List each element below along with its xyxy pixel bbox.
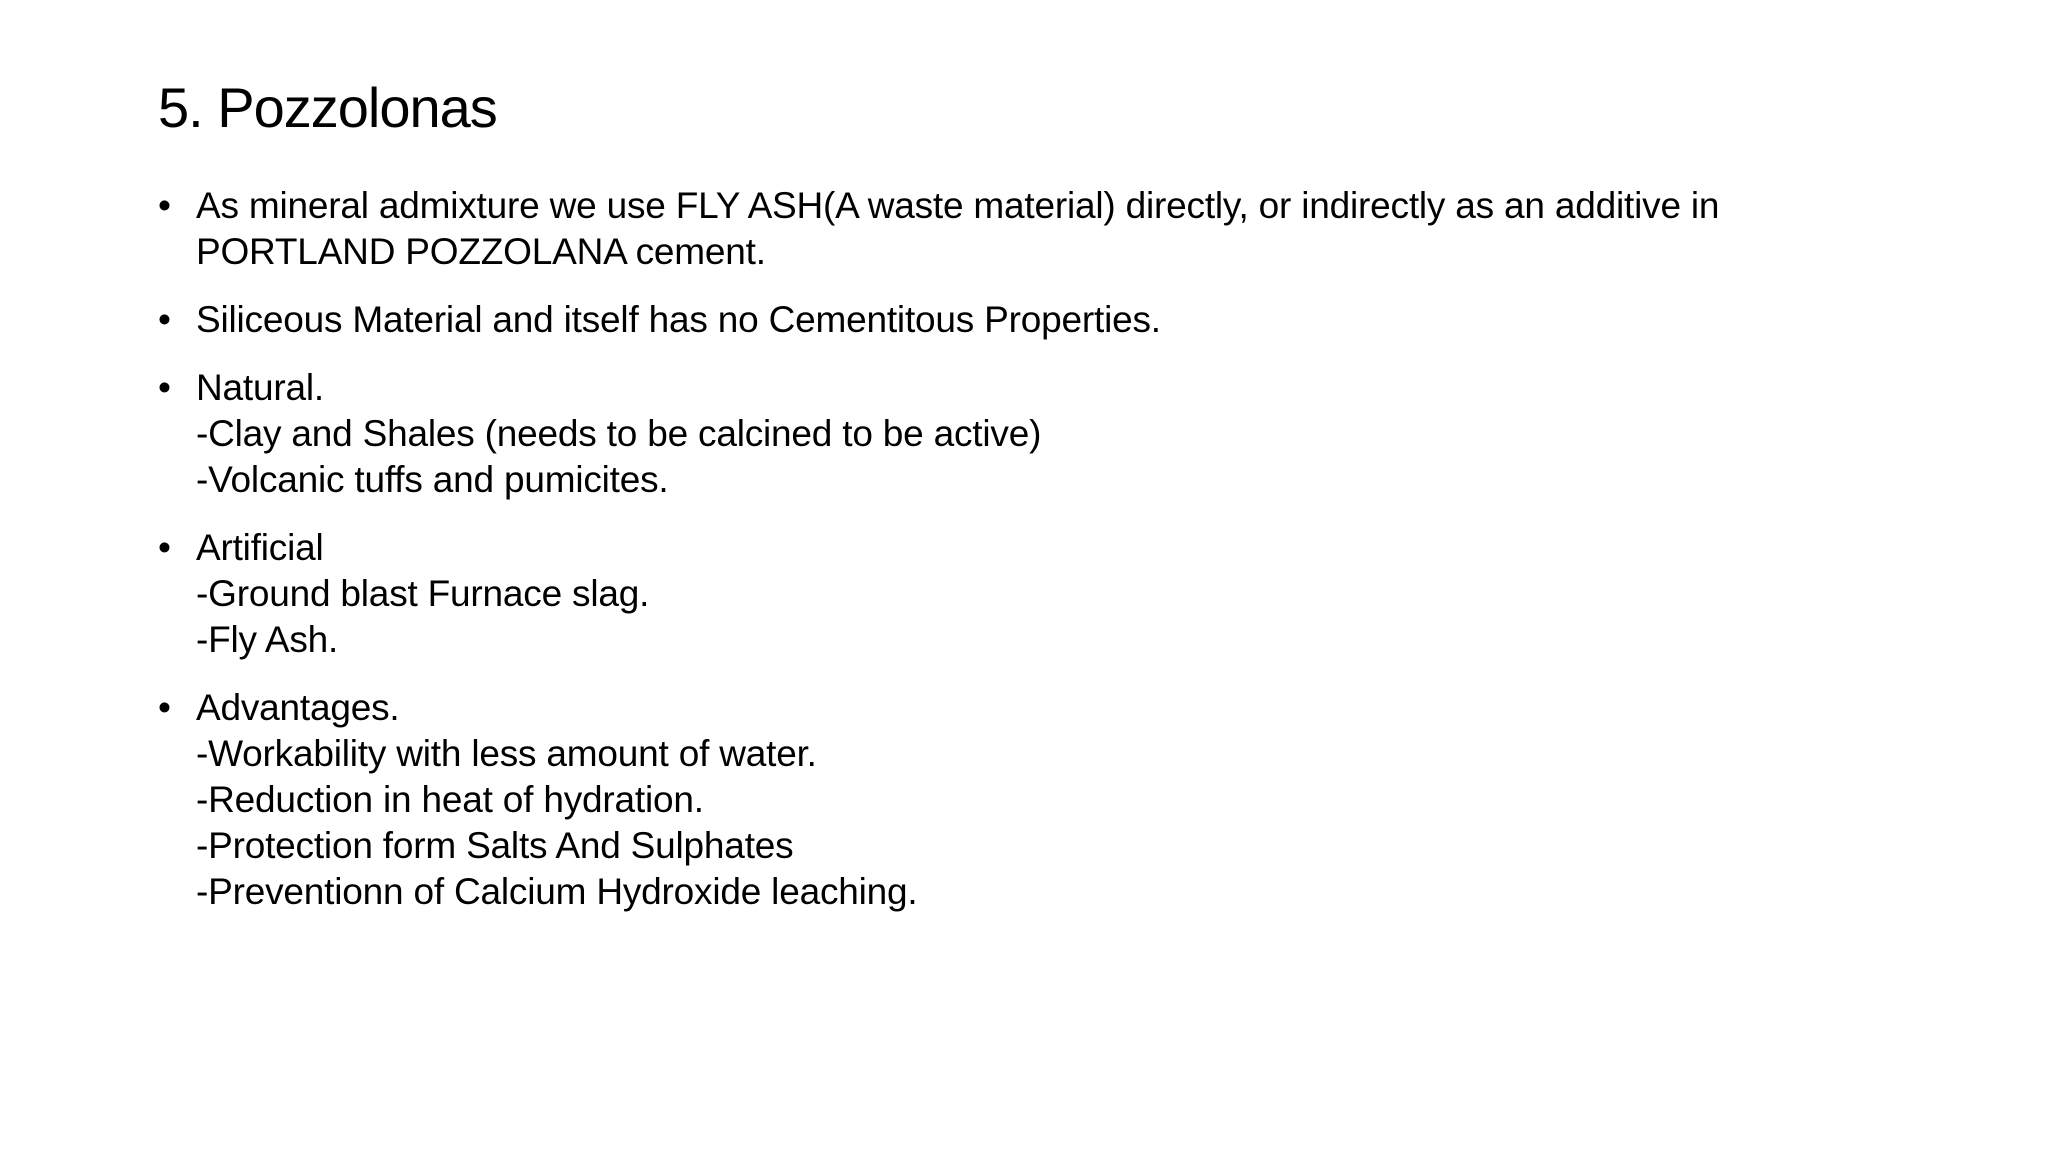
bullet-item-advantages xyxy=(158,685,1978,915)
bullet-subtext: -Preventionn of Calcium Hydroxide leaching. xyxy=(196,871,918,912)
bullet-subtext: -Ground blast Furnace slag. xyxy=(196,573,650,614)
bullet-text: As mineral admixture we use FLY ASH(A waste material) directly, or indirectly as an additive in xyxy=(196,185,1720,226)
bullet-text: Advantages. xyxy=(196,687,400,728)
bullet-item-fly-ash xyxy=(158,183,1978,275)
bullet-marker: • xyxy=(158,367,171,408)
bullet-text: Siliceous Material and itself has no Cementitous Properties. xyxy=(196,299,1161,340)
bullet-list xyxy=(158,183,1978,937)
bullet-marker: • xyxy=(158,527,171,568)
bullet-text: Natural. xyxy=(196,367,324,408)
bullet-subtext: -Clay and Shales (needs to be calcined to be active) xyxy=(196,413,1042,454)
bullet-item-artificial xyxy=(158,525,1978,663)
bullet-text: Artificial xyxy=(196,527,324,568)
bullet-marker: • xyxy=(158,299,171,340)
bullet-subtext: -Volcanic tuffs and pumicites. xyxy=(196,459,669,500)
bullet-marker: • xyxy=(158,687,171,728)
bullet-marker: • xyxy=(158,185,171,226)
bullet-subtext: -Fly Ash. xyxy=(196,619,339,660)
bullet-text: PORTLAND POZZOLANA cement. xyxy=(196,231,766,272)
bullet-subtext: -Protection form Salts And Sulphates xyxy=(196,825,794,866)
bullet-item-siliceous xyxy=(158,297,1978,343)
bullet-subtext: -Workability with less amount of water. xyxy=(196,733,817,774)
bullet-subtext: -Reduction in heat of hydration. xyxy=(196,779,704,820)
bullet-item-natural xyxy=(158,365,1978,503)
slide-title: 5. Pozzolonas xyxy=(158,76,497,139)
